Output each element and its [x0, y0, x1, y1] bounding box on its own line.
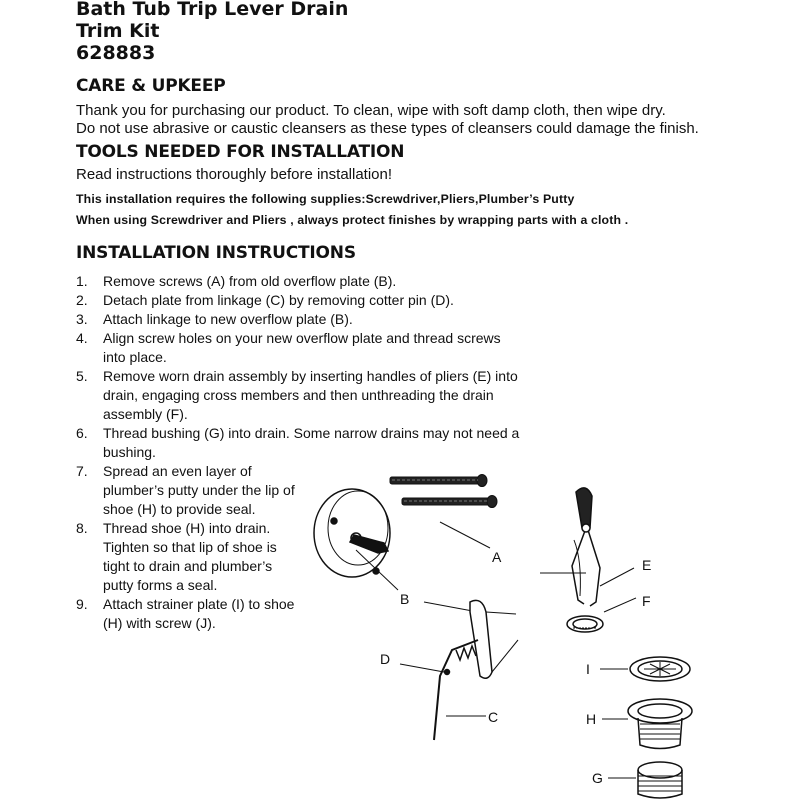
step-3 — [76, 310, 523, 329]
step-2 — [76, 291, 543, 310]
care-text-line2: Do not use abrasive or caustic cleansers as these types of cleansers could damage the finish. — [76, 120, 699, 137]
care-text-line1: Thank you for purchasing our product. To clean, wipe with soft damp cloth, then wipe dry. — [76, 102, 666, 119]
step-text: Detach plate from linkage (C) by removing cotter pin (D). — [103, 292, 454, 308]
supplies-note: This installation requires the following supplies:Screwdriver,Pliers,Plumber’s Putty — [76, 192, 575, 206]
step-number: 1. — [76, 273, 88, 289]
overflow-plate-icon — [314, 489, 390, 577]
drain-assembly-icon — [567, 616, 603, 632]
step-text: Attach strainer plate (I) to shoe (H) with screw (J). — [103, 596, 295, 631]
step-number: 6. — [76, 425, 88, 441]
step-4 — [76, 329, 508, 367]
label-c: C — [488, 709, 499, 725]
step-number: 9. — [76, 596, 88, 612]
step-text: Attach linkage to new overflow plate (B). — [103, 311, 353, 327]
label-f: F — [642, 593, 651, 609]
care-heading: CARE & UPKEEP — [76, 76, 226, 96]
label-i: I — [586, 661, 590, 677]
step-number: 2. — [76, 292, 88, 308]
linkage-icon — [434, 600, 518, 740]
step-text: Remove screws (A) from old overflow plate (B). — [103, 273, 397, 289]
model-number: 628883 — [76, 42, 156, 64]
leader-line-a — [440, 522, 490, 548]
shoe-icon — [628, 699, 692, 749]
step-number: 8. — [76, 520, 88, 536]
step-text: Thread bushing (G) into drain. Some narrow drains may not need a bushing. — [103, 425, 520, 460]
product-title-line1: Bath Tub Trip Lever Drain — [76, 0, 349, 20]
protect-finish-note: When using Screwdriver and Pliers , always protect finishes by wrapping parts with a cloth . — [76, 213, 629, 227]
step-number: 5. — [76, 368, 88, 384]
leader-line-d — [400, 664, 444, 672]
label-g: G — [592, 770, 603, 786]
label-a: A — [492, 549, 502, 565]
step-number: 4. — [76, 330, 88, 346]
product-title-line2: Trim Kit — [76, 20, 160, 42]
step-text: Thread shoe (H) into drain. Tighten so that lip of shoe is tight to drain and plumber’s putty forms a seal. — [103, 520, 277, 593]
label-h: H — [586, 711, 597, 727]
step-1 — [76, 272, 523, 291]
step-text: Remove worn drain assembly by inserting handles of pliers (E) into drain, engaging cross members and then unthreading the drain assembly (F). — [103, 368, 518, 422]
leader-line-e2 — [600, 568, 634, 586]
step-number: 7. — [76, 463, 88, 479]
installation-heading: INSTALLATION INSTRUCTIONS — [76, 243, 356, 263]
label-b: B — [400, 591, 410, 607]
step-5 — [76, 367, 543, 424]
step-text: Align screw holes on your new overflow plate and thread screws into place. — [103, 330, 501, 365]
tools-heading: TOOLS NEEDED FOR INSTALLATION — [76, 142, 405, 162]
screw-a-icon — [390, 475, 497, 508]
leader-line-f — [604, 598, 636, 612]
read-instructions-note: Read instructions thoroughly before installation! — [76, 166, 393, 183]
strainer-plate-icon — [630, 657, 690, 681]
step-text: Spread an even layer of plumber’s putty under the lip of shoe (H) to provide seal. — [103, 463, 295, 517]
parts-diagram — [300, 455, 800, 800]
label-d: D — [380, 651, 391, 667]
pliers-icon — [572, 488, 600, 606]
bushing-icon — [638, 762, 682, 798]
label-e: E — [642, 557, 652, 573]
step-number: 3. — [76, 311, 88, 327]
